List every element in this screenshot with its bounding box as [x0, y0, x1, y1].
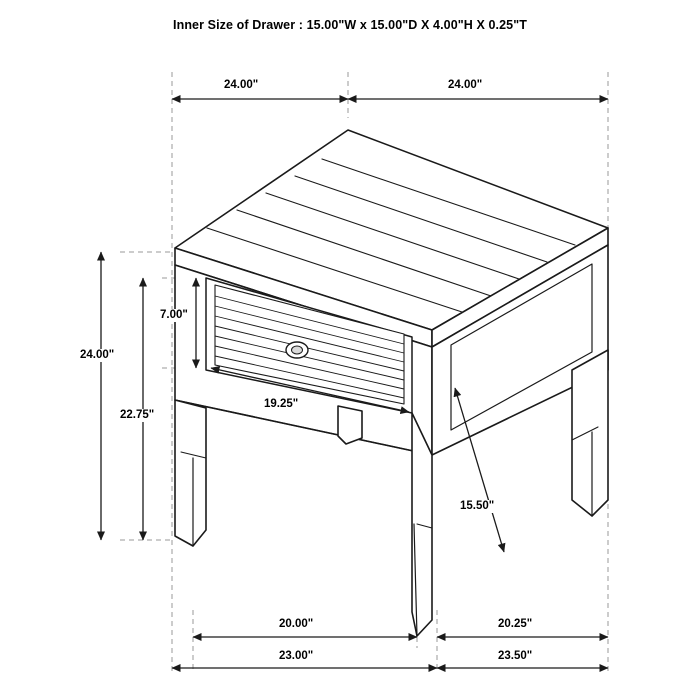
dimension-label-side-leg-span: 20.25": [498, 618, 533, 630]
diagram-title: Inner Size of Drawer : 15.00"W x 15.00"D X 4.00"H X 0.25"T: [173, 18, 527, 32]
rear-leg: [338, 406, 362, 444]
dimension-label-top-right-width: 24.00": [448, 79, 483, 91]
drawer-knob-center: [292, 346, 303, 354]
table-body: [175, 130, 608, 636]
dimension-label-drawer-width: 19.25": [264, 398, 299, 410]
dimension-label-side-depth: 23.50": [498, 650, 533, 662]
dimension-label-front-width: 23.00": [279, 650, 314, 662]
dimension-label-leg-clearance: 15.50": [460, 500, 495, 512]
left-leg: [175, 400, 206, 546]
dimension-label-drawer-height: 7.00": [160, 309, 188, 321]
dimension-label-overall-height: 24.00": [80, 349, 115, 361]
right-leg: [572, 350, 608, 516]
dimension-label-apron-height: 22.75": [120, 409, 155, 421]
dimension-label-top-left-width: 24.00": [224, 79, 259, 91]
dimension-label-front-leg-span: 20.00": [279, 618, 314, 630]
